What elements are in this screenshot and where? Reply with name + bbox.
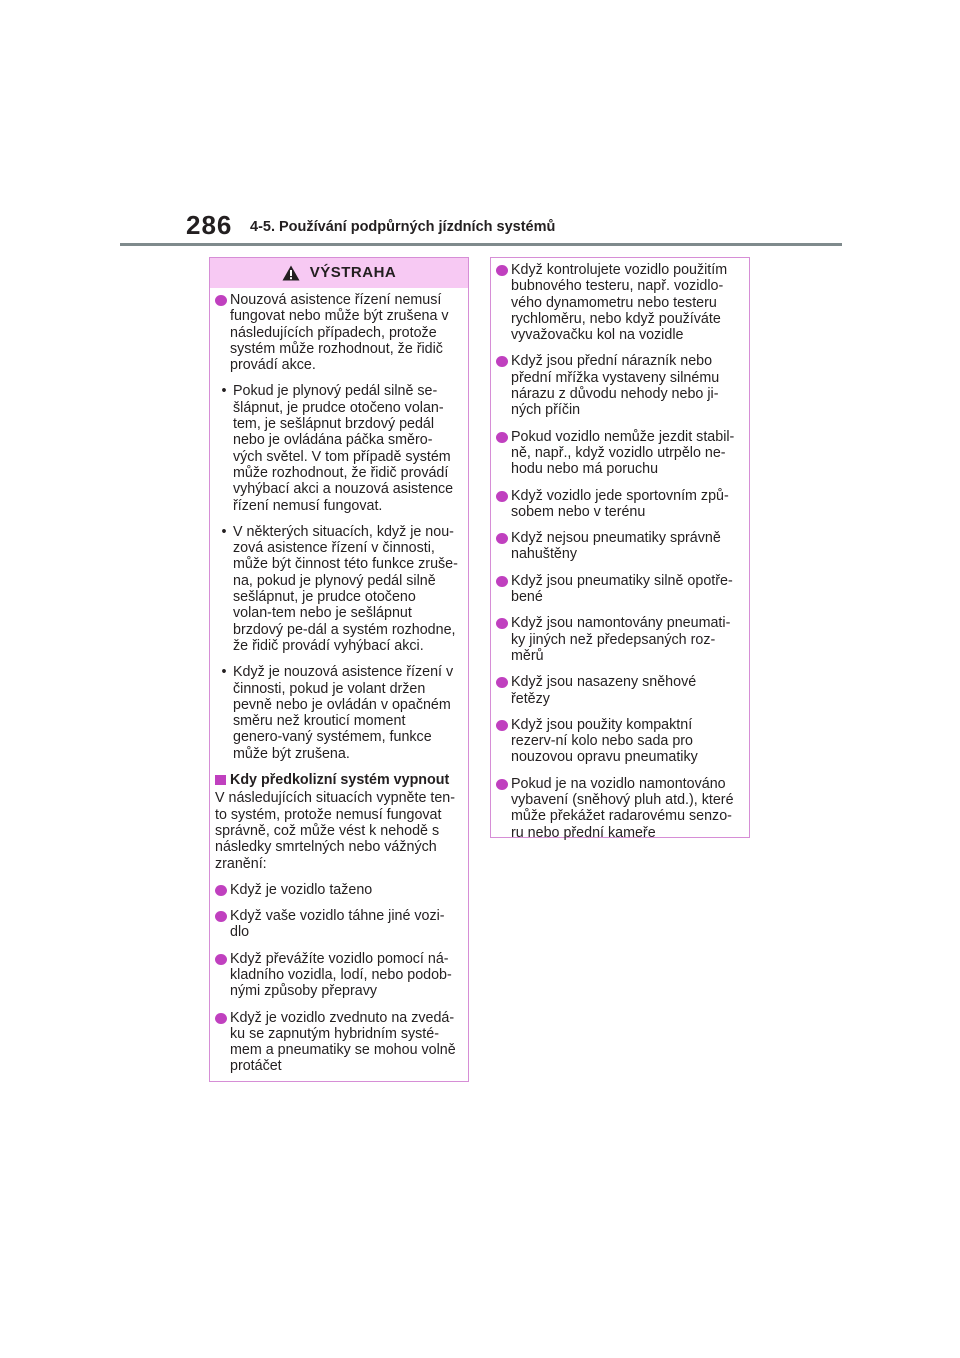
list-item: [215, 951, 458, 1000]
section-title: 4-5. Používání podpůrných jízdních systémů: [250, 219, 556, 235]
warning-box-left: [209, 257, 469, 1082]
body-paragraph: V následujících situacích vypněte ten-to systém, protože nemusí fungovat správně, což může vést k nehodě s následky smrtelných nebo vážných zranění:: [215, 790, 456, 872]
list-item: [496, 717, 739, 766]
dot-bullet-icon: •: [221, 664, 227, 681]
circle-bullet-icon: [215, 911, 227, 922]
list-item-text: Když kontrolujete vozidlo použitím bubnového testeru, např. vozidlo-vého dynamometru nebo testeru rychloměru, nebo když používáte vyvažovačku kol na vozidle: [511, 262, 728, 344]
list-item-text: Pokud vozidlo nemůže jezdit stabil-ně, např., když vozidlo utrpělo ne-hodu nebo má poruchu: [511, 428, 735, 478]
list-item: [215, 1010, 458, 1075]
circle-bullet-icon: [215, 295, 227, 306]
circle-bullet-icon: [496, 677, 508, 688]
list-item-text: Když je vozidlo taženo: [230, 881, 373, 898]
list-item: [496, 573, 739, 606]
dot-bullet-icon: •: [221, 383, 227, 400]
list-item-text: Když vozidlo jede sportovním způ-sobem nebo v terénu: [511, 487, 729, 520]
dot-bullet-icon: •: [221, 523, 227, 540]
sub-list-item: [215, 383, 458, 513]
list-item-text: Když vaše vozidlo táhne jiné vozi-dlo: [230, 908, 445, 941]
list-item: [215, 292, 458, 373]
circle-bullet-icon: [496, 533, 508, 544]
list-item-text: Když jsou použity kompaktní rezerv-ní kolo nebo sada pro nouzovou opravu pneumatiky: [511, 716, 698, 766]
list-item-text: Když převážíte vozidlo pomocí ná-kladního vozidla, lodí, nebo podob-nými způsoby přepravy: [230, 950, 452, 1000]
list-item: [496, 615, 739, 664]
list-item-text: Nouzová asistence řízení nemusí fungovat nebo může být zrušena v následujících případech, protože systém může rozhodnout, že řidič provádí akce.: [230, 292, 449, 374]
sub-list-item-text: Pokud je plynový pedál silně se-šlápnut, je prudce otočeno volan-tem, je sešlápnut brzdový pedál nebo je ovládána páčka směro-vých světel. V tom případě systém může rozhodnout, že řidič provádí vyhýbací akci a nouzová asistence řízení nemusí fungovat.: [233, 383, 454, 514]
list-item: [496, 674, 739, 707]
list-item-text: Když je vozidlo zvednuto na zvedá-ku se zapnutým hybridním systé-mem a pneumatiky se mohou volně protáčet: [230, 1009, 456, 1075]
list-item-text: Pokud je na vozidlo namontováno vybavení (sněhový pluh atd.), které může překážet radarovému senzo-ru nebo přední kameře: [511, 775, 734, 841]
circle-bullet-icon: [496, 491, 508, 502]
list-item: [496, 488, 739, 521]
circle-bullet-icon: [496, 432, 508, 443]
list-item: [496, 530, 739, 563]
circle-bullet-icon: [496, 576, 508, 587]
circle-bullet-icon: [496, 356, 508, 367]
circle-bullet-icon: [496, 265, 508, 276]
warning-triangle-icon: [282, 265, 300, 281]
page-number: 286: [186, 210, 233, 240]
warning-box-right: [490, 257, 750, 841]
sub-list-item-text: Když je nouzová asistence řízení v činnosti, pokud je volant držen pevně nebo je ovládán v opačném směru než krouticí moment genero-vaný systémem, funkce může být zrušena.: [233, 664, 454, 762]
warning-header: [210, 258, 468, 288]
circle-bullet-icon: [496, 779, 508, 790]
sub-list-item: [215, 664, 458, 762]
square-bullet-icon: [215, 775, 226, 785]
list-item: [496, 776, 739, 841]
list-item-text: Když jsou přední nárazník nebo přední mřížka vystaveny silnému nárazu z důvodu nehody nebo ji-ných příčin: [511, 353, 720, 419]
section-heading: [215, 772, 458, 788]
warning-title: VÝSTRAHA: [309, 263, 397, 281]
circle-bullet-icon: [496, 720, 508, 731]
sub-list-item: [215, 524, 458, 654]
list-item-text: Když jsou nasazeny sněhové řetězy: [511, 674, 697, 707]
list-item-text: Když jsou pneumatiky silně opotře-bené: [511, 572, 733, 606]
list-item: [496, 353, 739, 418]
sub-list-item-text: V některých situacích, když je nou-zová asistence řízení v činnosti, může být činnost této funkce zruše-na, pokud je plynový pedál silně sešlápnut, je prudce otočeno volan-tem nebo je sešlápnut brzdový pe-dál a systém rozhodne, že řidič provádí vyhýbací akci.: [233, 523, 458, 654]
list-item: [496, 429, 739, 478]
list-item: [215, 882, 458, 898]
circle-bullet-icon: [215, 1013, 227, 1024]
list-item-text: Když jsou namontovány pneumati-ky jiných než předepsaných roz-měrů: [511, 615, 731, 664]
circle-bullet-icon: [215, 885, 227, 896]
list-item: [496, 262, 739, 343]
list-item: [215, 908, 458, 941]
circle-bullet-icon: [496, 618, 508, 629]
circle-bullet-icon: [215, 954, 227, 965]
header-rule: [120, 243, 842, 246]
list-item-text: Když nejsou pneumatiky správně nahuštěny: [511, 530, 721, 563]
section-heading-text: Kdy předkolizní systém vypnout: [230, 772, 450, 789]
